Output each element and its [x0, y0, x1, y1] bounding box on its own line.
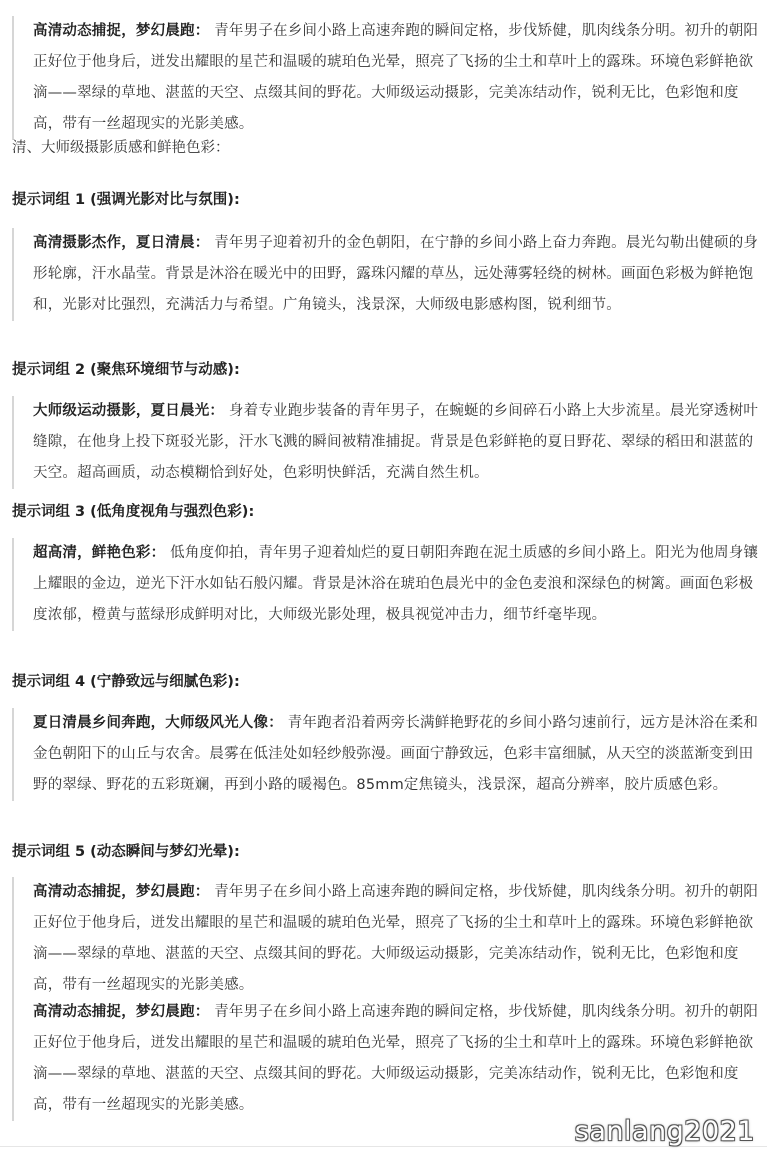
- quote-block-top: [12, 16, 760, 140]
- quote-text: 青年男子在乡间小路上高速奔跑的瞬间定格，步伐矫健，肌肉线条分明。初升的朝阳正好位于他身后，迸发出耀眼的星芒和温暖的琥珀色光晕，照亮了飞扬的尘土和草叶上的露珠。环境色彩鲜艳欲滴——翠绿的草地、湛蓝的天空、点缀其间的野花。大师级运动摄影，完美冻结动作，锐利无比，色彩饱和度高，带有一丝超现实的光影美感。: [33, 23, 759, 132]
- quote-lead: 高清动态捕捉，梦幻晨跑：: [33, 23, 210, 39]
- quote-text: 青年男子迎着初升的金色朝阳，在宁静的乡间小路上奋力奔跑。晨光勾勒出健硕的身形轮廓，汗水晶莹。背景是沐浴在暖光中的田野，露珠闪耀的草丛，远处薄雾轻绕的树林。画面色彩极为鲜艳饱和，光影对比强烈，充满活力与希望。广角镜头，浅景深，大师级电影感构图，锐利细节。: [33, 235, 759, 313]
- quote-text: 低角度仰拍，青年男子迎着灿烂的夏日朝阳奔跑在泥土质感的乡间小路上。阳光为他周身镶上耀眼的金边，逆光下汗水如钻石般闪耀。背景是沐浴在琥珀色晨光中的金色麦浪和深绿色的树篱。画面色彩极度浓郁，橙黄与蓝绿形成鲜明对比，大师级光影处理，极具视觉冲击力，细节纤毫毕现。: [33, 545, 759, 623]
- quote-lead: 大师级运动摄影，夏日晨光：: [33, 403, 225, 419]
- quote-block-group-2: [12, 396, 760, 489]
- quote-block-group-4: [12, 708, 760, 801]
- quote-text: 青年跑者沿着两旁长满鲜艳野花的乡间小路匀速前行，远方是沐浴在柔和金色朝阳下的山丘与农舍。晨雾在低洼处如轻纱般弥漫。画面宁静致远，色彩丰富细腻，从天空的淡蓝渐变到田野的翠绿、野花的五彩斑斓，再到小路的暖褐色。85mm定焦镜头，浅景深，超高分辨率，胶片质感色彩。: [33, 715, 759, 793]
- quote-text: 青年男子在乡间小路上高速奔跑的瞬间定格，步伐矫健，肌肉线条分明。初升的朝阳正好位于他身后，迸发出耀眼的星芒和温暖的琥珀色光晕，照亮了飞扬的尘土和草叶上的露珠。环境色彩鲜艳欲滴——翠绿的草地、湛蓝的天空、点缀其间的野花。大师级运动摄影，完美冻结动作，锐利无比，色彩饱和度高，带有一丝超现实的光影美感。: [33, 1004, 759, 1113]
- quote-lead: 高清动态捕捉，梦幻晨跑：: [33, 884, 210, 900]
- watermark: sanlang2021: [574, 1116, 755, 1147]
- quote-lead: 高清摄影杰作，夏日清晨：: [33, 235, 210, 251]
- group-heading-3: 提示词组 3 (低角度视角与强烈色彩):: [12, 504, 255, 520]
- quote-block-bottom: [12, 997, 760, 1121]
- group-heading-2: 提示词组 2 (聚焦环境细节与动感):: [12, 362, 240, 378]
- quote-text: 青年男子在乡间小路上高速奔跑的瞬间定格，步伐矫健，肌肉线条分明。初升的朝阳正好位于他身后，迸发出耀眼的星芒和温暖的琥珀色光晕，照亮了飞扬的尘土和草叶上的露珠。环境色彩鲜艳欲滴——翠绿的草地、湛蓝的天空、点缀其间的野花。大师级运动摄影，完美冻结动作，锐利无比，色彩饱和度高，带有一丝超现实的光影美感。: [33, 884, 759, 993]
- group-heading-4: 提示词组 4 (宁静致远与细腻色彩):: [12, 674, 240, 690]
- quote-lead: 超高清，鲜艳色彩：: [33, 545, 166, 561]
- quote-text: 身着专业跑步装备的青年男子，在蜿蜒的乡间碎石小路上大步流星。晨光穿透树叶缝隙，在他身上投下斑驳光影，汗水飞溅的瞬间被精准捕捉。背景是色彩鲜艳的夏日野花、翠绿的稻田和湛蓝的天空。超高画质，动态模糊恰到好处，色彩明快鲜活，充满自然生机。: [33, 403, 759, 481]
- quote-block-group-1: [12, 228, 760, 321]
- quote-block-group-5: [12, 877, 760, 1001]
- group-heading-1: 提示词组 1 (强调光影对比与氛围):: [12, 192, 240, 208]
- quote-block-group-3: [12, 538, 760, 631]
- quote-lead: 夏日清晨乡间奔跑，大师级风光人像：: [33, 715, 283, 731]
- quote-lead: 高清动态捕捉，梦幻晨跑：: [33, 1004, 210, 1020]
- intro-line: 清、大师级摄影质感和鲜艳色彩：: [12, 140, 230, 156]
- group-heading-5: 提示词组 5 (动态瞬间与梦幻光晕):: [12, 844, 240, 860]
